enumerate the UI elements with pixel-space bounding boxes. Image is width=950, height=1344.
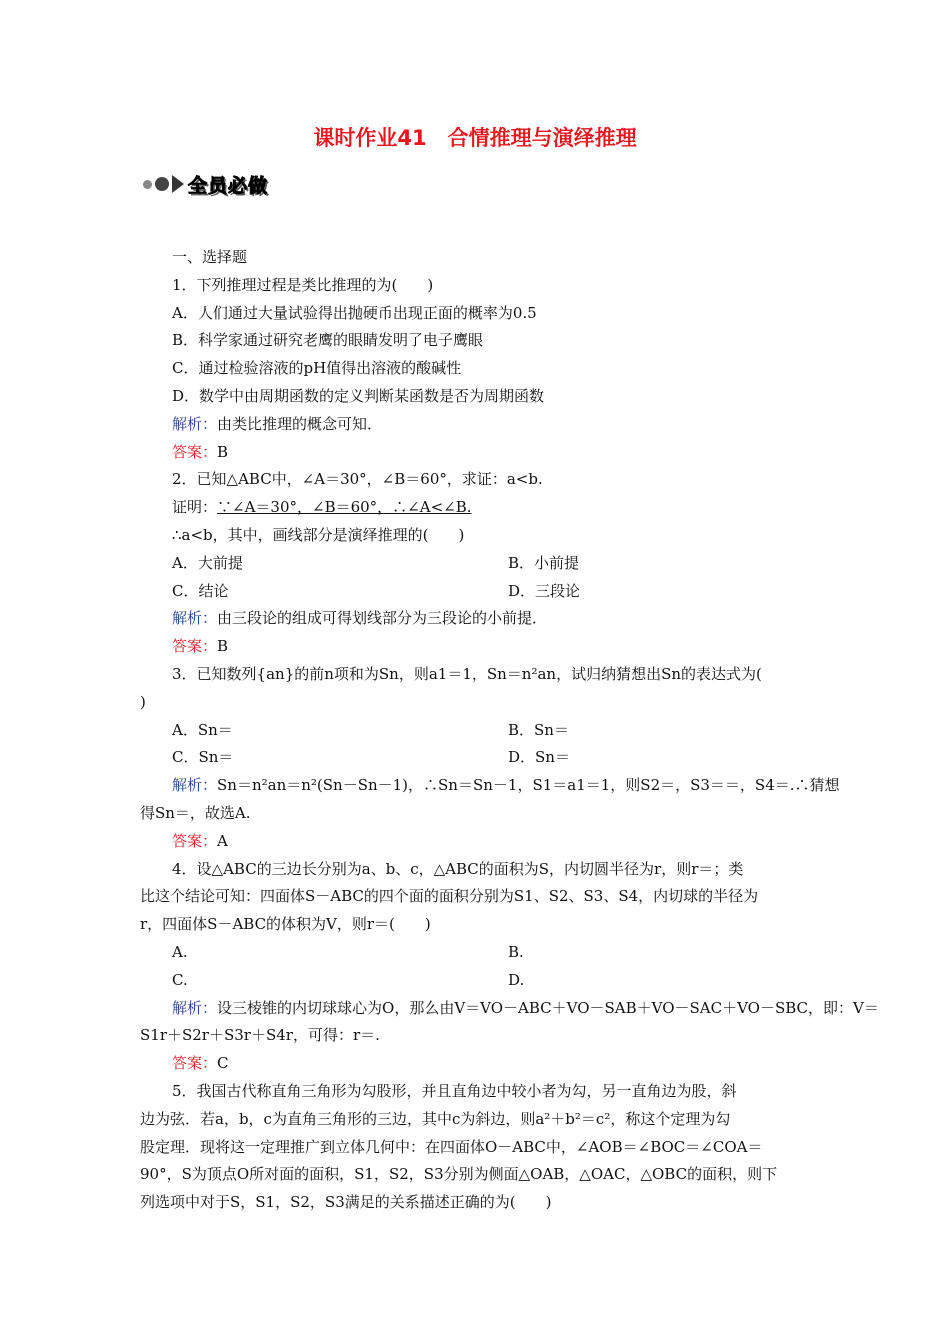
question-2-options-row-1 — [140, 550, 810, 578]
question-2-proof-line2: ∴a<b，其中，画线部分是演绎推理的( ) — [172, 525, 465, 544]
question-3-options-row-2 — [140, 744, 810, 772]
question-4-option-d: D. — [508, 970, 525, 989]
question-4-stem: 4．设△ABC的三边长分别为a、b、c，△ABC的面积为S，内切圆半径为r，则r＝；类 — [172, 859, 744, 878]
answer-label: 答案： — [172, 442, 218, 461]
question-4-option-c: C. — [172, 970, 188, 989]
banner-dots-icon — [143, 175, 188, 193]
question-3-option-a: A．Sn＝ — [172, 720, 233, 739]
question-3-answer — [140, 828, 810, 856]
proof-prefix: 证明： — [172, 498, 218, 517]
question-3-option-c: C．Sn＝ — [172, 748, 234, 767]
question-5-stem-cont-1: 边为弦．若a，b，c为直角三角形的三边，其中c为斜边，则a²＋b²＝c²，称这个定理为勾 — [140, 1109, 731, 1128]
question-2-option-d: D．三段论 — [508, 581, 581, 600]
question-4-stem-cont-1: 比这个结论可知：四面体S－ABC的四个面的面积分别为S1、S2、S3、S4，内切球的半径为 — [140, 887, 759, 906]
answer-value: B — [217, 637, 229, 656]
question-2-proof — [140, 494, 810, 522]
question-1-option-a: A．人们通过大量试验得出抛硬币出现正面的概率为0.5 — [172, 303, 537, 322]
exercise-content — [140, 244, 879, 1217]
question-5-stem-cont-3: 90°，S为顶点O所对面的面积，S1，S2，S3分别为侧面△OAB，△OAC，△OBC的面积，则下 — [140, 1165, 778, 1184]
analysis-label: 解析： — [172, 414, 218, 433]
question-3-options-row-1 — [140, 717, 810, 745]
question-1-option-b: B．科学家通过研究老鹰的眼睛发明了电子鹰眼 — [172, 331, 484, 350]
question-4-stem-cont-2: r，四面体S－ABC的体积为V，则r＝( ) — [140, 915, 431, 934]
analysis-label: 解析： — [172, 998, 218, 1017]
question-1-option-d: D．数学中由周期函数的定义判断某函数是否为周期函数 — [172, 386, 545, 405]
question-2-option-b: B．小前提 — [508, 553, 580, 572]
answer-label: 答案： — [172, 637, 218, 656]
question-2-options-row-2 — [140, 578, 810, 606]
analysis-label: 解析： — [172, 776, 218, 795]
question-2-answer — [140, 633, 810, 661]
section-banner — [143, 170, 268, 198]
answer-value: A — [217, 831, 228, 850]
question-3-option-d: D．Sn＝ — [508, 748, 570, 767]
analysis-label: 解析： — [172, 609, 218, 628]
answer-value: C — [217, 1054, 229, 1073]
analysis-text: 由三段论的组成可得划线部分为三段论的小前提． — [217, 609, 548, 628]
question-1-option-c: C．通过检验溶液的pH值得出溶液的酸碱性 — [172, 359, 462, 378]
page-title: 课时作业41 合情推理与演绎推理 — [313, 126, 637, 150]
analysis-text: 设三棱锥的内切球球心为O，那么由V＝VO－ABC＋VO－SAB＋VO－SAC＋VO－SBC，即：V＝ — [217, 998, 879, 1017]
question-4-answer — [140, 1050, 810, 1078]
question-4-analysis-cont: S1r＋S2r＋S3r＋S4r，可得：r＝. — [140, 1026, 380, 1045]
question-3-stem-cont: ) — [140, 692, 146, 711]
question-2-option-a: A．大前提 — [172, 553, 243, 572]
analysis-text: 由类比推理的概念可知． — [217, 414, 383, 433]
answer-value: B — [217, 442, 229, 461]
question-2-stem: 2．已知△ABC中，∠A＝30°，∠B＝60°，求证：a<b. — [172, 470, 543, 489]
question-5-stem: 5．我国古代称直角三角形为勾股形，并且直角边中较小者为勾，另一直角边为股，斜 — [172, 1081, 737, 1100]
proof-underlined: ∵∠A＝30°，∠B＝60°，∴∠A<∠B. — [217, 498, 472, 517]
question-4-options-row-1 — [140, 939, 810, 967]
question-3-stem: 3．已知数列{an}的前n项和为Sn，则a1＝1，Sn＝n²an，试归纳猜想出Sn的表达式为( — [172, 664, 762, 683]
question-3-option-b: B．Sn＝ — [508, 720, 569, 739]
question-1-stem: 1．下列推理过程是类比推理的为( ) — [172, 275, 434, 294]
question-4-option-b: B. — [508, 942, 524, 961]
question-1-analysis — [140, 411, 810, 439]
analysis-text: Sn＝n²an＝n²(Sn－Sn－1)，∴Sn＝Sn－1，S1＝a1＝1，则S2＝，S3＝＝，S4＝.∴猜想 — [217, 776, 840, 795]
question-1-answer — [140, 439, 810, 467]
question-5-stem-cont-2: 股定理．现将这一定理推广到立体几何中：在四面体O－ABC中，∠AOB＝∠BOC＝∠COA＝ — [140, 1137, 763, 1156]
answer-label: 答案： — [172, 1054, 218, 1073]
question-3-analysis-cont: 得Sn＝，故选A. — [140, 803, 251, 822]
question-2-analysis — [140, 605, 810, 633]
question-4-option-a: A. — [172, 942, 188, 961]
banner-text: 全员必做 — [188, 174, 269, 197]
question-4-analysis — [140, 995, 879, 1023]
question-4-options-row-2 — [140, 967, 810, 995]
question-3-analysis — [140, 772, 840, 800]
question-5-stem-cont-4: 列选项中对于S，S1，S2，S3满足的关系描述正确的为( ) — [140, 1193, 552, 1212]
answer-label: 答案： — [172, 831, 218, 850]
section-heading: 一、选择题 — [172, 248, 248, 266]
question-2-option-c: C．结论 — [172, 581, 229, 600]
